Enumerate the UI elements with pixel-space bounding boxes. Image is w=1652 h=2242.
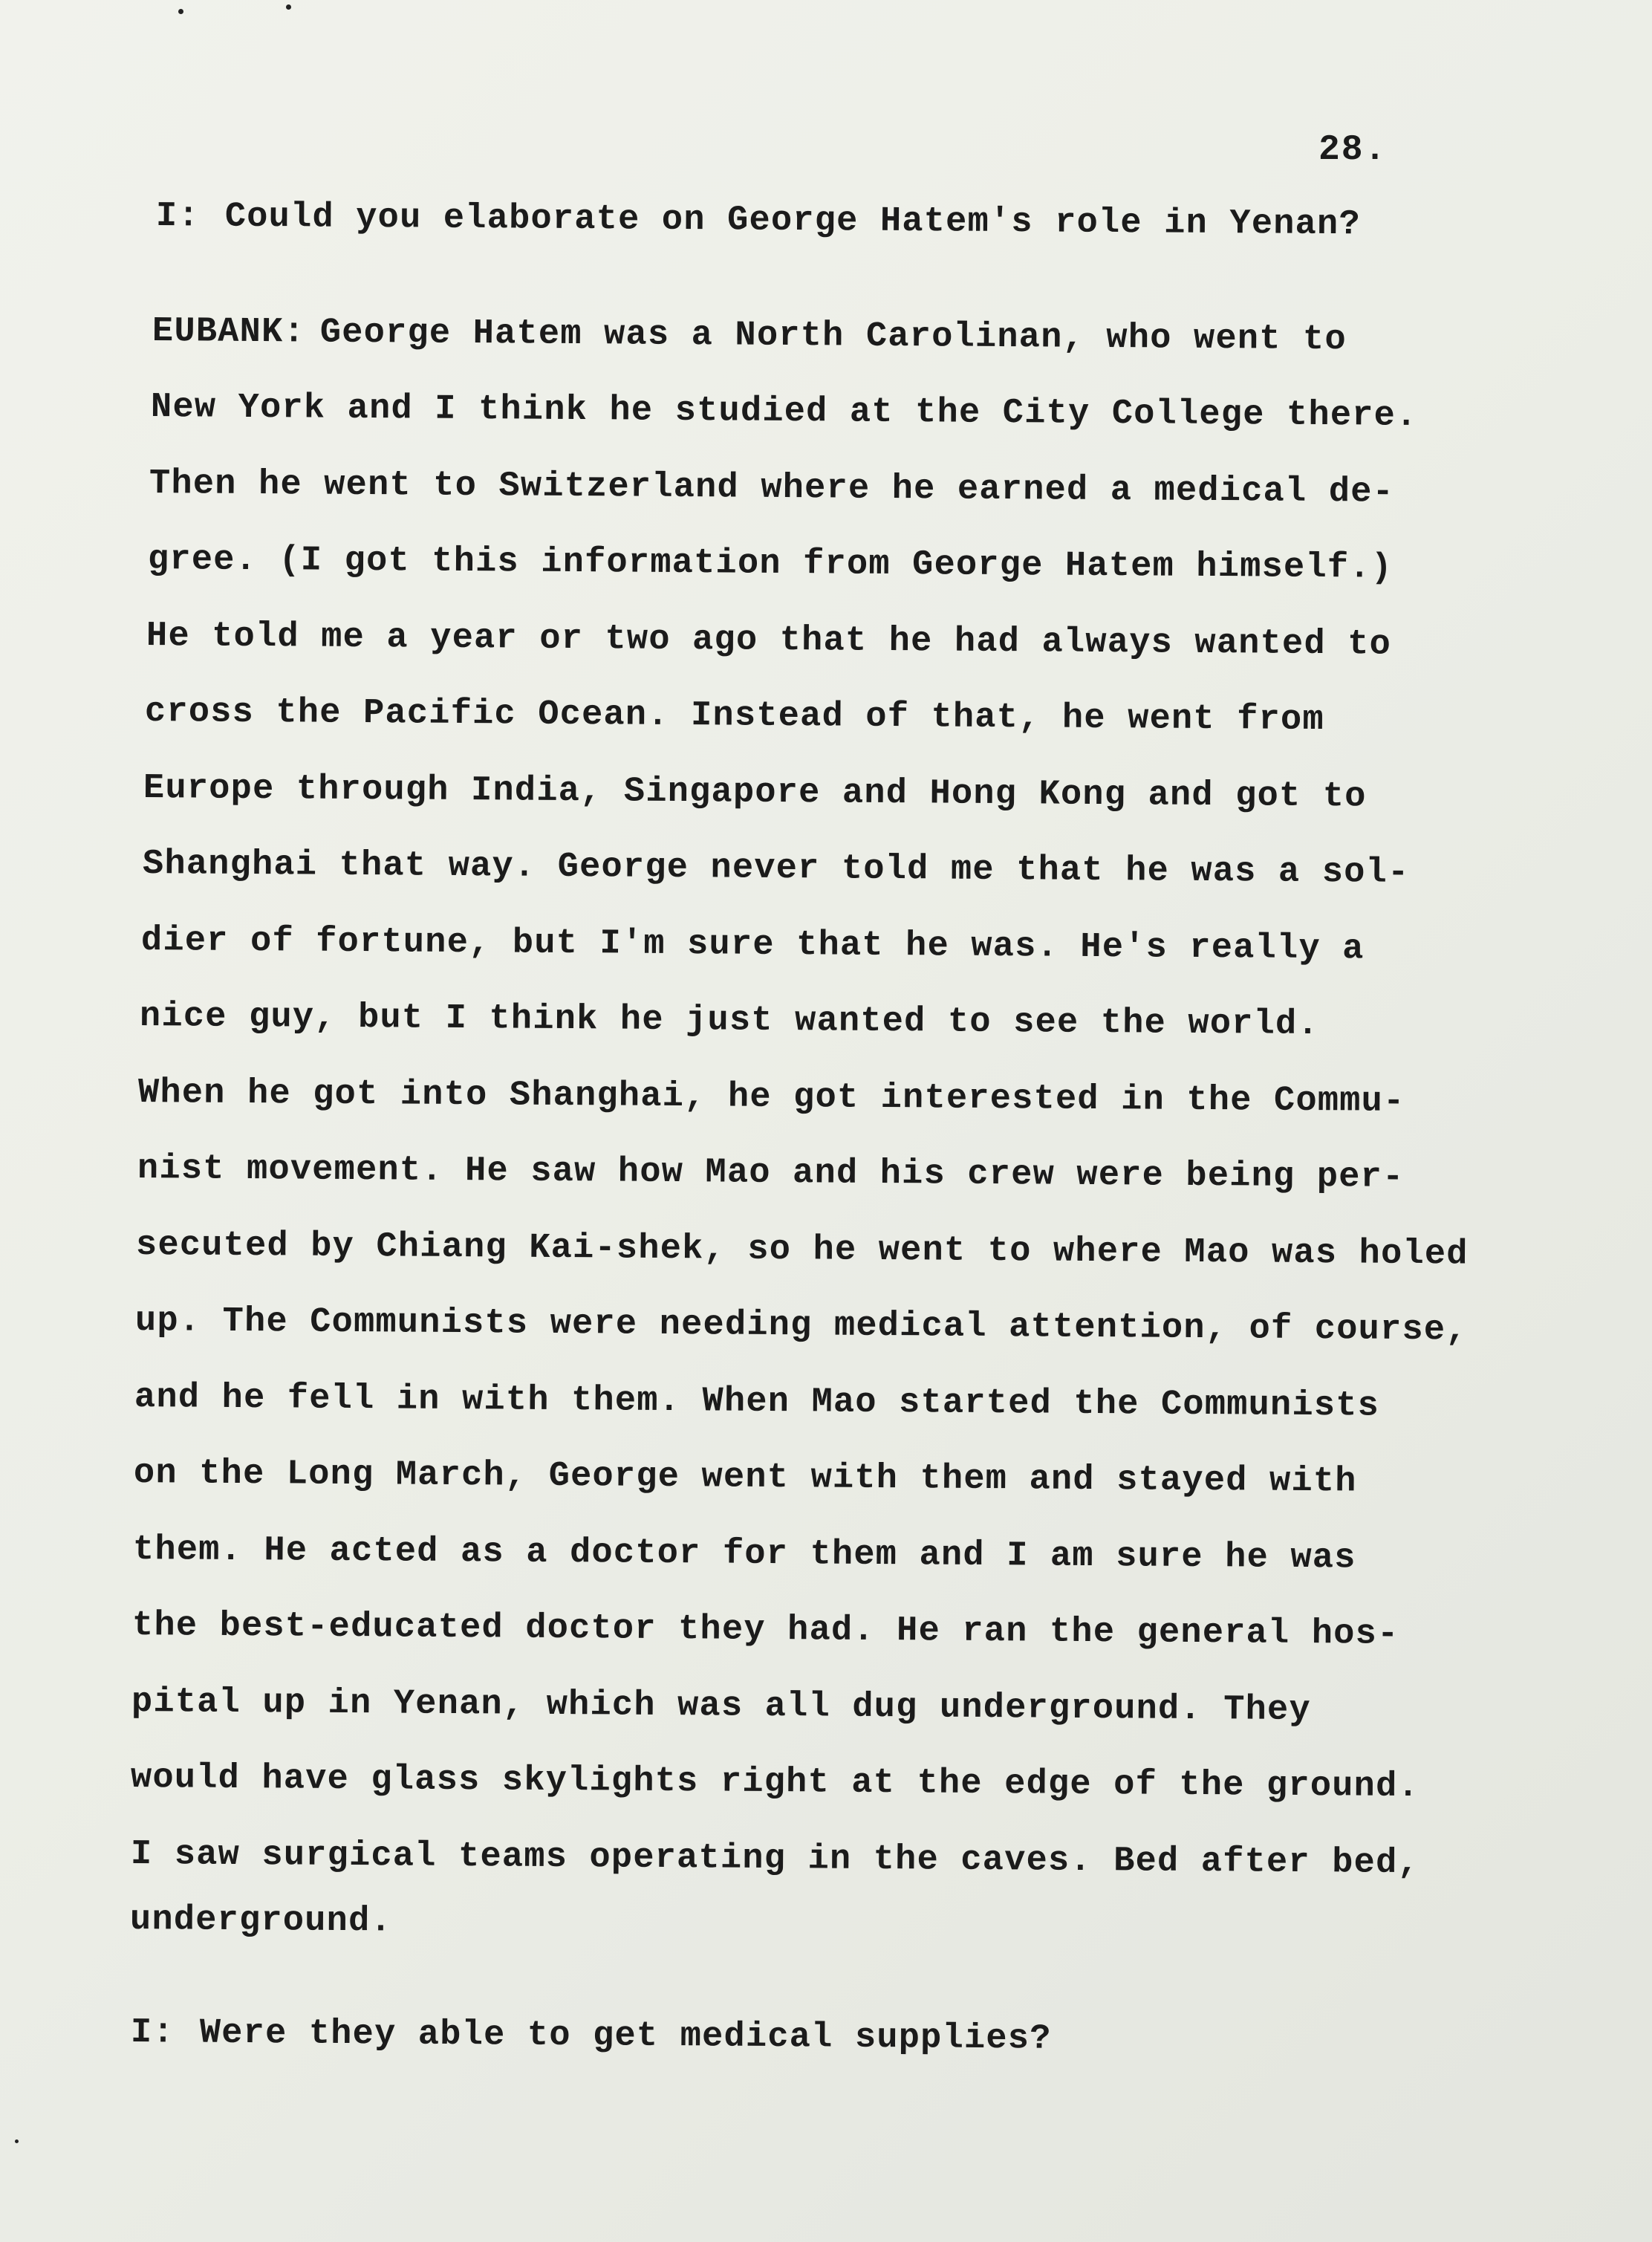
answer-line: New York and I think he studied at the City College there. [150,388,1418,436]
answer-line: gree. (I got this information from George Hatem himself.) [147,540,1394,588]
answer-line: cross the Pacific Ocean. Instead of that, he went from [144,692,1325,741]
question-line [156,197,1361,244]
margin-speck [178,9,183,14]
interviewer-label: I: [155,197,200,237]
question-text: Could you elaborate on George Hatem's role in Yenan? [224,197,1362,245]
answer-line: pital up in Yenan, which was all dug underground. They [131,1683,1312,1731]
answer-line: underground. [129,1900,393,1942]
margin-speck [15,2139,19,2143]
answer-line: secuted by Chiang Kai-shek, so he went to where Mao was holed [135,1226,1469,1275]
answer-line: the best-educated doctor they had. He ran the general hos- [131,1606,1399,1654]
page-number: 28. [1318,130,1388,170]
answer-line: Then he went to Switzerland where he earned a medical de- [149,464,1395,513]
interviewer-label: I: [130,2013,175,2053]
answer-line: nist movement. He saw how Mao and his crew were being per- [137,1149,1405,1198]
answer-line: would have glass skylights right at the edge of the ground. [130,1758,1420,1807]
question-text: Were they able to get medical supplies? [199,2013,1052,2059]
answer-first-line: George Hatem was a North Carolinan, who went to [319,313,1347,360]
answer-line: Europe through India, Singapore and Hong Kong and got to [143,769,1367,817]
answer-line: When he got into Shanghai, he got interested in the Commu- [137,1073,1405,1122]
question-line [131,2013,1052,2059]
answer-line: up. The Communists were needing medical attention, of course, [134,1302,1468,1351]
margin-speck [286,4,291,10]
answer-line: nice guy, but I think he just wanted to see the world. [139,997,1320,1045]
answer-line [152,312,1347,360]
answer-line: and he fell in with them. When Mao started the Communists [134,1378,1380,1426]
answer-line: Shanghai that way. George never told me that he was a sol- [142,845,1410,893]
answer-line: on the Long March, George went with them and stayed with [133,1454,1357,1502]
answer-line: He told me a year or two ago that he had always wanted to [146,617,1392,665]
speaker-label: EUBANK: [152,312,306,353]
answer-line: them. He acted as a doctor for them and I am sure he was [132,1530,1356,1579]
answer-line: dier of fortune, but I'm sure that he was. He's really a [140,921,1365,969]
answer-line: I saw surgical teams operating in the caves. Bed after bed, [130,1835,1420,1884]
